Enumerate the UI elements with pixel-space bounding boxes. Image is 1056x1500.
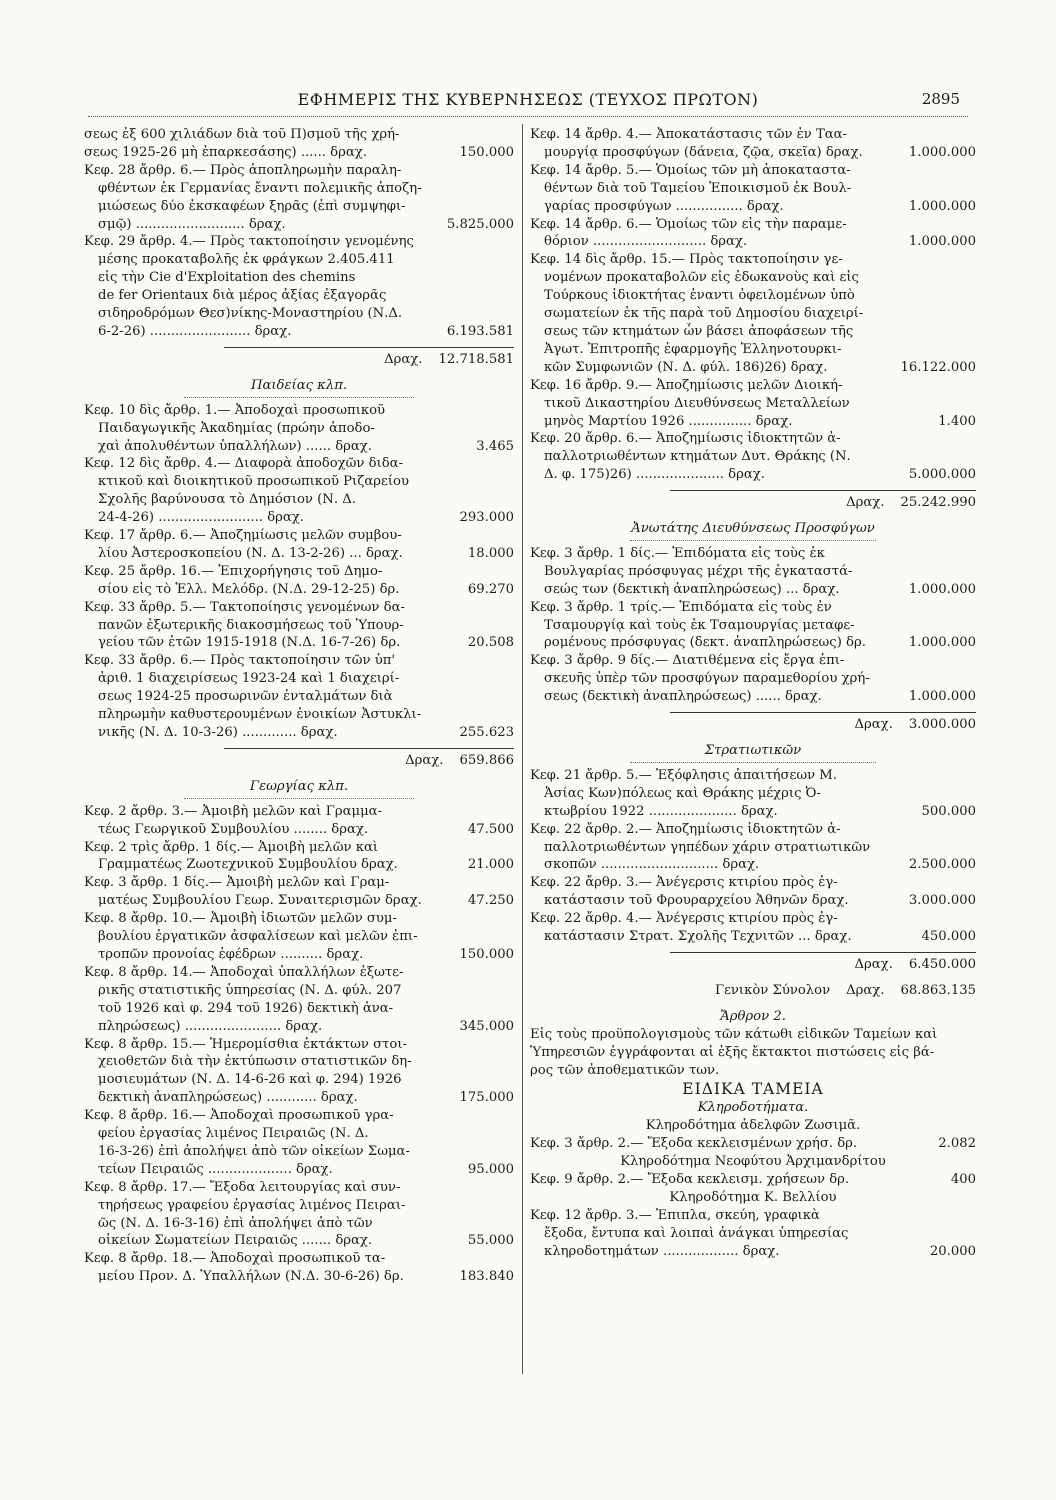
entry-line: τείων Πειραιῶς .................... δραχ. (98, 1161, 333, 1177)
special-funds-heading: ΕΙΔΙΚΑ ΤΑΜΕΙΑ (682, 1080, 824, 1099)
entry-amount: 450.000 (921, 929, 976, 945)
total-amount: 25.242.990 (900, 495, 976, 511)
entry-line: Κεφ. 12 δὶς ἄρθρ. 4.— Διαφορὰ ἀποδοχῶν διδα- (84, 456, 404, 472)
entry-line: Κεφ. 3 ἄρθρ. 1 δίς.— Ἀμοιβὴ μελῶν καὶ Γραμ- (84, 875, 390, 891)
article-heading: Ἄρθρον 2. (720, 1008, 786, 1024)
article-text-line: Εἰς τοὺς προϋπολογισμοὺς τῶν κάτωθι εἰδικῶν Ταμείων καὶ (530, 1026, 938, 1042)
entry-amount: 5.000.000 (908, 467, 976, 483)
entry-amount: 183.840 (459, 1269, 514, 1285)
budget-entry (530, 1207, 976, 1261)
entry-line: Κεφ. 10 δὶς ἄρθρ. 1.— Ἀποδοχαὶ προσωπικοῦ (84, 402, 386, 418)
budget-entry (530, 599, 976, 653)
entry-line: θέντων διὰ τοῦ Ταμείου Ἐποικισμοῦ ἐκ Βουλ- (544, 180, 852, 196)
entry-amount: 21.000 (467, 857, 514, 873)
article-text (530, 1026, 976, 1080)
budget-entry (84, 402, 514, 456)
entry-line: Κεφ. 8 ἄρθρ. 18.— Ἀποδοχαὶ προσωπικοῦ τα- (84, 1251, 386, 1267)
grand-total-currency: Δραχ. (846, 982, 885, 998)
entry-amount: 5.825.000 (446, 216, 514, 232)
entry-line: Κεφ. 25 ἄρθρ. 16.— Ἐπιχορήγησις τοῦ Δημο- (84, 563, 383, 579)
entry-line: χειοθετῶν διὰ τὴν ἐκτύπωσιν στατιστικῶν δη- (98, 1054, 412, 1070)
budget-entry (530, 377, 976, 431)
grand-total-label: Γενικὸν Σύνολον (714, 982, 831, 998)
entry-amount: 20.508 (467, 635, 514, 651)
entry-line: Κεφ. 14 ἄρθρ. 6.— Ὁμοίως τῶν εἰς τὴν παραμε- (530, 216, 847, 232)
entry-line: σωματείων ἐκ τῆς παρὰ τοῦ Δημοσίου διαχειρί- (544, 306, 864, 322)
entry-line: 24-4-26) ......................... δραχ. (98, 510, 304, 526)
budget-entry (530, 1135, 976, 1153)
entry-line: σεως ἐξ 600 χιλιάδων διὰ τοῦ Π)σμοῦ τῆς χρή- (84, 127, 400, 142)
entry-line: κτωβρίου 1922 ..................... δραχ. (544, 803, 778, 819)
entry-line: τοῦ 1926 καὶ φ. 294 τοῦ 1926) δεκτικὴ ἀνα- (98, 1000, 394, 1016)
entry-line: ρικῆς στατιστικῆς ὑπηρεσίας (Ν. Δ. φύλ. 207 (98, 982, 402, 998)
entry-line: 6-2-26) ........................ δραχ. (98, 323, 292, 339)
total-amount: 3.000.000 (908, 717, 976, 733)
entry-line: βουλίου ἐργατικῶν ἀσφαλίσεων καὶ μελῶν ἐπι- (98, 929, 418, 945)
section-total (224, 748, 514, 770)
entry-amount: 1.000.000 (908, 689, 976, 705)
entry-amount: 1.000.000 (908, 198, 976, 214)
entry-line: πληρωμὴν καθυστερουμένων ἐνοικίων Ἀστυκλι- (98, 707, 422, 723)
budget-entry (84, 803, 514, 839)
entry-line: Κεφ. 12 ἄρθρ. 3.— Ἐπιπλα, σκεύη, γραφικὰ (530, 1207, 820, 1223)
entry-amount: 1.000.000 (908, 635, 976, 651)
entry-line: πληρώσεως) ....................... δραχ. (98, 1018, 323, 1034)
bequests-heading: Κληροδοτήματα. (697, 1100, 809, 1116)
entry-amount: 47.250 (467, 893, 514, 909)
budget-entry (530, 652, 976, 706)
entry-line: Γραμματέως Ζωοτεχνικοῦ Συμβουλίου δραχ. (98, 857, 398, 873)
entry-line: Σχολῆς βαρύνουσα τὸ Δημόσιον (Ν. Δ. (98, 492, 356, 508)
section-heading-stratiotikon: Στρατιωτικῶν (630, 742, 876, 763)
entry-line: σεως (δεκτικὴ ἀναπληρώσεως) ...... δραχ. (544, 689, 822, 705)
section-heading-georgias: Γεωργίας κλπ. (184, 778, 414, 799)
section-heading-paideia: Παιδείας κλπ. (184, 377, 414, 398)
entry-line: Κεφ. 17 ἄρθρ. 6.— Ἀποζημίωσις μελῶν συμβου- (84, 528, 402, 544)
budget-entry (84, 652, 514, 742)
entry-amount: 255.623 (459, 725, 514, 740)
entry-line: σεως 1924-25 προσωρινῶν ἐνταλμάτων διὰ (98, 689, 393, 705)
budget-entry (84, 839, 514, 875)
entry-line: Κεφ. 14 δὶς ἄρθρ. 15.— Πρὸς τακτοποίησιν γε- (530, 252, 843, 268)
page-number: 2895 (921, 90, 960, 108)
entry-line: σιδηροδρόμων Θεσ)νίκης-Μοναστηρίου (Ν.Δ. (98, 306, 403, 322)
entry-line: τικοῦ Δικαστηρίου Διευθύνσεως Μεταλλείων (544, 395, 850, 411)
entry-line: Κεφ. 3 ἄρθρ. 1 δίς.— Ἐπιδόματα εἰς τοὺς ἐκ (530, 545, 825, 561)
budget-entry (84, 599, 514, 653)
entry-line: μιώσεως δύο ἐκσκαφέων ξηρᾶς (ἐπὶ συμψηφι- (98, 198, 406, 214)
entry-amount: 6.193.581 (446, 323, 514, 339)
budget-entry (84, 563, 514, 599)
budget-entry (530, 216, 976, 252)
entry-amount: 69.270 (467, 581, 514, 597)
entry-line: Κεφ. 8 ἄρθρ. 16.— Ἀποδοχαὶ προσωπικοῦ γρα- (84, 1108, 394, 1124)
entry-line: σμῷ) .......................... δραχ. (98, 216, 286, 232)
entry-amount: 150.000 (459, 144, 514, 160)
entry-line: μηνὸς Μαρτίου 1926 ............... δραχ. (544, 413, 793, 429)
entry-amount: 345.000 (459, 1018, 514, 1034)
budget-entry (530, 430, 976, 484)
entry-line: Κεφ. 21 ἄρθρ. 5.— Ἐξόφλησις ἀπαιτήσεων Μ. (530, 767, 838, 783)
entry-line: τροπῶν προνοίας ἐφέδρων .......... δραχ. (98, 946, 364, 962)
entry-line: τηρήσεως γραφείου ἐργασίας λιμένος Πειραι- (98, 1197, 406, 1213)
entry-line: Κεφ. 3 ἄρθρ. 1 τρίς.— Ἐπιδόματα εἰς τοὺς ἐν (530, 599, 832, 615)
bequest-subheading: Κληροδότημα Νεοφύτου Ἀρχιμανδρίτου (620, 1154, 886, 1170)
budget-entry (84, 1036, 514, 1108)
entry-line: θόριον ........................... δραχ. (544, 234, 748, 250)
entry-line: Κεφ. 33 ἄρθρ. 6.— Πρὸς τακτοποίησιν τῶν ὑπ' (84, 653, 396, 669)
entry-line: σίου εἰς τὸ Ἑλλ. Μελόδρ. (Ν.Δ. 29-12-25) δρ. (98, 581, 400, 597)
budget-entry (84, 455, 514, 527)
entry-line: Κεφ. 33 ἄρθρ. 5.— Τακτοποίησις γενομένων δα- (84, 599, 405, 615)
section-total (670, 712, 976, 734)
entry-line: Κεφ. 8 ἄρθρ. 10.— Ἀμοιβὴ ἰδιωτῶν μελῶν συμ- (84, 911, 397, 927)
entry-line: ῶς (Ν. Δ. 16-3-16) ἐπὶ ἀπολήψει ἀπὸ τῶν (98, 1215, 373, 1231)
budget-entry (84, 527, 514, 563)
entry-line: μουργίᾳ προσφύγων (δάνεια, ζῷα, σκεῖα) δραχ. (544, 144, 863, 160)
entry-line: ἔξοδα, ἔντυπα καὶ λοιπαὶ ἀνάγκαι ὑπηρεσίας (544, 1225, 849, 1241)
entry-line: Κεφ. 3 ἄρθρ. 2.— Ἔξοδα κεκλεισμένων χρήσ. δρ. (530, 1136, 858, 1152)
entry-amount: 3.465 (476, 438, 514, 454)
entry-amount: 1.000.000 (908, 581, 976, 597)
budget-entry (84, 126, 514, 162)
entry-line: κατάστασιν Στρατ. Σχολῆς Τεχνιτῶν ... δραχ. (544, 929, 852, 945)
entry-line: παλλοτριωθέντων γηπέδων χάριν στρατιωτικῶν (544, 839, 871, 855)
grand-total (530, 982, 976, 1000)
budget-entry (530, 821, 976, 875)
article-text-line: Ὑπηρεσιῶν ἐγγράφονται αἱ ἑξῆς ἔκτακτοι πιστώσεις εἰς βά- (530, 1044, 935, 1060)
total-amount: 659.866 (459, 752, 514, 768)
page-header (88, 88, 968, 117)
total-label: Δραχ. (405, 752, 444, 768)
entry-amount: 293.000 (459, 510, 514, 526)
total-label: Δραχ. (854, 956, 893, 972)
entry-line: σκευῆς ὑπὲρ τῶν προσφύγων παραμεθορίου χρή- (544, 671, 870, 687)
entry-line: Ἀγωτ. Ἐπιτροπῆς ἐφαρμογῆς Ἑλληνοτουρκι- (544, 341, 842, 357)
entry-line: οἰκείων Σωματείων Πειραιῶς ....... δραχ. (98, 1233, 373, 1249)
section-total (224, 347, 514, 369)
entry-line: σεώς των (δεκτικὴ ἀναπληρώσεως) ... δραχ. (544, 581, 840, 597)
entry-line: Κεφ. 2 τρὶς ἄρθρ. 1 δίς.— Ἀμοιβὴ μελῶν καὶ (84, 839, 379, 855)
entry-line: Κεφ. 14 ἄρθρ. 5.— Ὁμοίως τῶν μὴ ἀποκαταστα- (530, 162, 851, 178)
entry-line: Κεφ. 29 ἄρθρ. 4.— Πρὸς τακτοποίησιν γενομένης (84, 234, 414, 250)
section-heading-anotatis: Ἀνωτάτης Διευθύνσεως Προσφύγων (630, 520, 876, 541)
entry-line: Κεφ. 8 ἄρθρ. 15.— Ἡμερομίσθια ἐκτάκτων στοι- (84, 1036, 407, 1052)
budget-entry (530, 874, 976, 910)
budget-entry (530, 767, 976, 821)
entry-amount: 55.000 (467, 1233, 514, 1249)
entry-line: φθέντων ἐκ Γερμανίας ἔναντι πολεμικῆς ἀποζη- (98, 180, 422, 196)
budget-entry (530, 162, 976, 216)
entry-amount: 18.000 (467, 545, 514, 561)
entry-line: Τούρκους ἰδιοκτήτας ἐναντι ὀφειλομένων ὑπὸ (544, 288, 855, 304)
entry-amount: 47.500 (467, 821, 514, 837)
budget-entry (84, 162, 514, 234)
entry-line: σκοπῶν ............................ δραχ. (544, 857, 760, 873)
budget-entry (530, 545, 976, 599)
entry-line: κῶν Συμφωνιῶν (Ν. Δ. φύλ. 186)26) δραχ. (544, 359, 828, 375)
total-label: Δραχ. (846, 495, 885, 511)
right-column (530, 126, 976, 1260)
budget-entry (84, 1107, 514, 1179)
entry-line: παλλοτριωθέντων κτημάτων Δυτ. Θράκης (Ν. (544, 449, 851, 465)
entry-amount: 400 (950, 1171, 976, 1187)
entry-line: νομένων προκαταβολῶν εἰς ἐδωκανοὺς καὶ εἰς (544, 270, 859, 286)
entry-line: τέως Γεωργικοῦ Συμβουλίου ........ δραχ. (98, 821, 369, 837)
entry-line: μοσιευμάτων (Ν. Δ. 14-6-26 καὶ φ. 294) 1926 (98, 1072, 402, 1088)
entry-line: Κεφ. 22 ἄρθρ. 3.— Ἀνέγερσις κτιρίου πρὸς ἐγ- (530, 875, 838, 891)
budget-entry (84, 964, 514, 1036)
entry-line: Κεφ. 3 ἄρθρ. 9 δίς.— Διατιθέμενα εἰς ἔργα ἐπι- (530, 653, 845, 669)
entry-line: ἀριθ. 1 διαχειρίσεως 1923-24 καὶ 1 διαχειρί- (98, 671, 400, 687)
entry-line: σεως 1925-26 μὴ ἐπαρκεσάσης) ...... δραχ. (84, 144, 367, 160)
bequest-subheading: Κληροδότημα ἀδελφῶν Ζωσιμᾶ. (645, 1118, 861, 1134)
entry-line: φείου ἐργασίας λιμένος Πειραιῶς (Ν. Δ. (98, 1126, 369, 1142)
entry-amount: 3.000.000 (908, 893, 976, 909)
entry-line: Παιδαγωγικῆς Ἀκαδημίας (πρώην ἀποδο- (98, 420, 375, 436)
entry-line: πανῶν ἐξωτερικῆς διακοσμήσεως τοῦ Ὑπουρ- (98, 617, 404, 633)
entry-line: Κεφ. 16 ἄρθρ. 9.— Ἀποζημίωσις μελῶν Διοική- (530, 377, 843, 393)
budget-entry (84, 1250, 514, 1286)
entry-amount: 20.000 (929, 1243, 976, 1259)
column-divider (522, 124, 523, 1374)
entry-amount: 1.000.000 (908, 234, 976, 250)
entry-line: σεως τῶν κτημάτων ὧν βάσει ἀποφάσεων τῆς (544, 323, 854, 339)
budget-entry (530, 910, 976, 946)
article-text-line: ρος τῶν ἀποθεματικῶν των. (530, 1062, 720, 1078)
budget-entry (530, 126, 976, 162)
budget-entry (84, 910, 514, 964)
entry-line: μείου Προν. Δ. Ὑπαλλήλων (Ν.Δ. 30-6-26) δρ. (98, 1269, 404, 1285)
entry-line: Κεφ. 28 ἄρθρ. 6.— Πρὸς ἀποπληρωμὴν παραλη- (84, 162, 402, 178)
entry-line: Κεφ. 9 ἄρθρ. 2.— Ἔξοδα κεκλεισμ. χρήσεων δρ. (530, 1171, 850, 1187)
entry-line: de fer Orientaux διὰ μέρος ἀξίας ἐξαγορᾶς (98, 288, 387, 304)
entry-line: εἰς τὴν Cie d'Exploitation des chemins (98, 270, 356, 286)
total-label: Δραχ. (854, 717, 893, 733)
budget-entry (84, 874, 514, 910)
entry-line: Κεφ. 20 ἄρθρ. 6.— Ἀποζημίωσις ἰδιοκτητῶν ἀ- (530, 431, 841, 447)
gazette-title: ΕΦΗΜΕΡΙΣ ΤΗΣ ΚΥΒΕΡΝΗΣΕΩΣ (ΤΕΥΧΟΣ ΠΡΩΤΟΝ) (297, 90, 759, 109)
entry-line: κληροδοτημάτων .................. δραχ. (544, 1243, 780, 1259)
entry-line: ματέως Συμβουλίου Γεωρ. Συναιτερισμῶν δραχ. (98, 893, 422, 909)
entry-line: Ἀσίας Κων)πόλεως καὶ Θράκης μέχρις Ὀ- (544, 785, 821, 801)
entry-line: Βουλγαρίας πρόσφυγας μέχρι τῆς ἐγκαταστά- (544, 563, 853, 579)
entry-amount: 175.000 (459, 1090, 514, 1106)
entry-amount: 500.000 (921, 803, 976, 819)
section-total (670, 490, 976, 512)
budget-entry (530, 251, 976, 376)
section-total (670, 952, 976, 974)
bequest-subheading: Κληροδότημα Κ. Βελλίου (669, 1189, 837, 1205)
entry-amount: 16.122.000 (900, 359, 976, 375)
entry-line: μέσης προκαταβολῆς ἐκ φράγκων 2.405.411 (98, 252, 395, 268)
entry-amount: 95.000 (467, 1161, 514, 1177)
entry-line: δεκτικὴ ἀναπληρώσεως) ............ δραχ. (98, 1090, 358, 1106)
entry-line: ρομένους πρόσφυγας (δεκτ. ἀναπληρώσεως) δρ. (544, 635, 866, 651)
entry-line: Κεφ. 2 ἄρθρ. 3.— Ἀμοιβὴ μελῶν καὶ Γραμμα- (84, 803, 383, 819)
entry-line: κτικοῦ καὶ διοικητικοῦ προσωπικοῦ Ριζαρείου (98, 474, 409, 490)
entry-line: χαὶ ἀπολυθέντων ὑπαλλήλων) ...... δραχ. (98, 438, 372, 454)
entry-amount: 150.000 (459, 946, 514, 962)
entry-line: γείου τῶν ἐτῶν 1915-1918 (Ν.Δ. 16-7-26) δρ. (98, 635, 401, 651)
budget-entry (530, 1171, 976, 1189)
entry-line: γαρίας προσφύγων ................ δραχ. (544, 198, 784, 214)
entry-line: Κεφ. 8 ἄρθρ. 14.— Ἀποδοχαὶ ὑπαλλήλων ἐξωτε- (84, 964, 404, 980)
entry-line: νικῆς (Ν. Δ. 10-3-26) ............. δραχ. (98, 725, 338, 740)
total-label: Δραχ. (384, 351, 423, 367)
entry-line: Δ. φ. 175)26) ..................... δραχ. (544, 467, 765, 483)
entry-line: Κεφ. 8 ἄρθρ. 17.— Ἔξοδα λειτουργίας καὶ συν- (84, 1179, 401, 1195)
entry-line: Κεφ. 22 ἄρθρ. 2.— Ἀποζημίωσις ἰδιοκτητῶν ἀ- (530, 821, 841, 837)
total-amount: 12.718.581 (438, 351, 514, 367)
grand-total-amount: 68.863.135 (900, 982, 976, 998)
total-amount: 6.450.000 (908, 956, 976, 972)
entry-line: κατάστασιν τοῦ Φρουραρχείου Ἀθηνῶν δραχ. (544, 893, 849, 909)
budget-entry (84, 1179, 514, 1251)
entry-amount: 1.000.000 (908, 144, 976, 160)
entry-line: 16-3-26) ἐπὶ ἀπολήψει ἀπὸ τῶν οἰκείων Σωμα- (98, 1143, 410, 1159)
budget-entry (84, 233, 514, 340)
entry-amount: 2.500.000 (908, 857, 976, 873)
entry-line: Κεφ. 22 ἄρθρ. 4.— Ἀνέγερσις κτιρίου πρὸς ἐγ- (530, 911, 838, 927)
entry-amount: 1.400 (938, 413, 976, 429)
entry-line: Κεφ. 14 ἄρθρ. 4.— Ἀποκατάστασις τῶν ἐν Ταα- (530, 127, 848, 142)
left-column (84, 126, 514, 1286)
entry-line: Τσαμουργίᾳ καὶ τοὺς ἐκ Τσαμουργίας μεταφε- (544, 617, 855, 633)
entry-amount: 2.082 (938, 1136, 976, 1152)
entry-line: λίου Ἀστεροσκοπείου (Ν. Δ. 13-2-26) ... δραχ. (98, 545, 403, 561)
